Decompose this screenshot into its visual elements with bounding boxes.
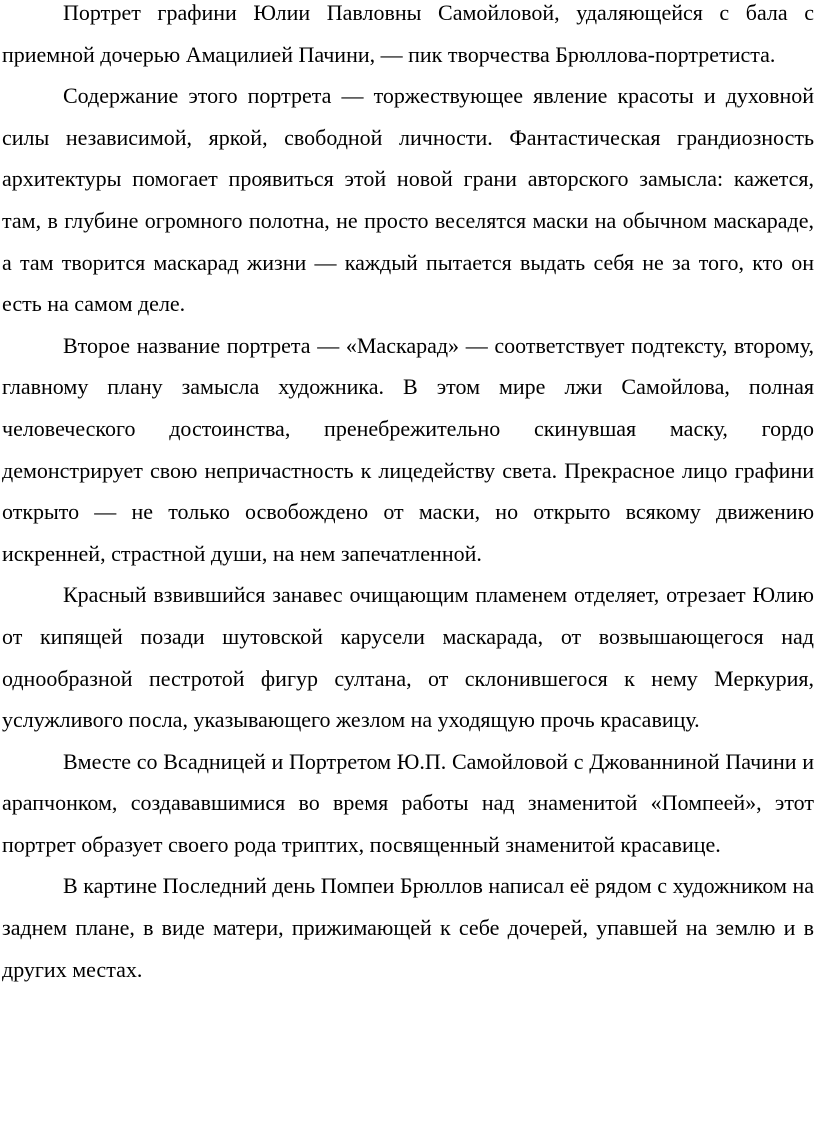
paragraph-2: Содержание этого портрета — торжествующее явление красоты и духовной силы независимой, яркой, свободной личности. Фантастическая грандиозность архитектуры помогает проявиться этой новой грани авторского замысла: кажется, там, в глубине огромного полотна, не просто веселятся маски на обычном маскараде, а там творится маскарад жизни — каждый пытается выдать себя не за того, кто он есть на самом деле.	[2, 83, 814, 317]
paragraph-1: Портрет графини Юлии Павловны Самойловой, удаляющейся с бала с приемной дочерью Амацилией Пачини, — пик творчества Брюллова-портретиста.	[2, 0, 814, 67]
paragraph-5: Вместе со Всадницей и Портретом Ю.П. Самойловой с Джованниной Пачини и арапчонком, создававшимися во время работы над знаменитой «Помпеей», этот портрет образует своего рода триптих, посвященный знаменитой красавице.	[2, 748, 814, 857]
paragraph-3: Второе название портрета — «Маскарад» — соответствует подтексту, второму, главному плану замысла художника. В этом мире лжи Самойлова, полная человеческого достоинства, пренебрежительно скинувшая маску, гордо демонстрирует свою непричастность к лицедейству света. Прекрасное лицо графини открыто — не только освобождено от маски, но открыто всякому движению искренней, страстной души, на нем запечатленной.	[2, 332, 814, 566]
paragraph-4: Красный взвившийся занавес очищающим пламенем отделяет, отрезает Юлию от кипящей позади шутовской карусели маскарада, от возвышающегося над однообразной пестротой фигур султана, от склонившегося к нему Меркурия, услужливого посла, указывающего жезлом на уходящую прочь красавицу.	[2, 582, 814, 733]
paragraph-6: В картине Последний день Помпеи Брюллов написал её рядом с художником на заднем плане, в виде матери, прижимающей к себе дочерей, упавшей на землю и в других местах.	[2, 873, 814, 982]
